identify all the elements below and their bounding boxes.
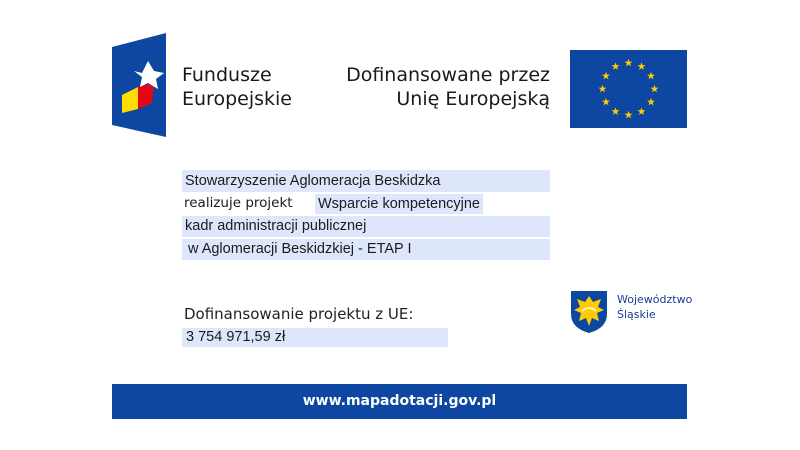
funds-logo	[112, 33, 166, 137]
footer-bar	[112, 384, 687, 419]
project-line-3: kadr administracji publicznej	[182, 216, 550, 237]
amount-label: Dofinansowanie projektu z UE:	[184, 305, 414, 323]
funds-logo-text	[182, 63, 292, 111]
voivodeship-text	[617, 292, 692, 322]
silesia-crest-icon	[570, 290, 608, 334]
voivodeship-line1: Województwo	[617, 293, 693, 306]
eu-flag-icon	[570, 50, 687, 128]
amount-value: 3 754 971,59 zł	[182, 328, 448, 347]
project-line-2	[182, 192, 550, 214]
voivodeship-line2: Śląskie	[617, 308, 656, 321]
project-line-4: w Aglomeracji Beskidzkiej - ETAP I	[182, 239, 550, 260]
project-title-start: Wsparcie kompetencyjne	[315, 194, 483, 214]
project-intro: realizuje projekt	[182, 192, 293, 214]
funds-line1: Fundusze	[182, 64, 272, 86]
cofinanced-line2: Unię Europejską	[396, 88, 550, 110]
cofinanced-text	[320, 63, 550, 111]
funds-line2: Europejskie	[182, 88, 292, 110]
cofinanced-line1: Dofinansowane przez	[346, 64, 550, 86]
footer-url-link[interactable]: www.mapadotacji.gov.pl	[302, 393, 497, 409]
project-line-1: Stowarzyszenie Aglomeracja Beskidzka	[182, 170, 550, 192]
